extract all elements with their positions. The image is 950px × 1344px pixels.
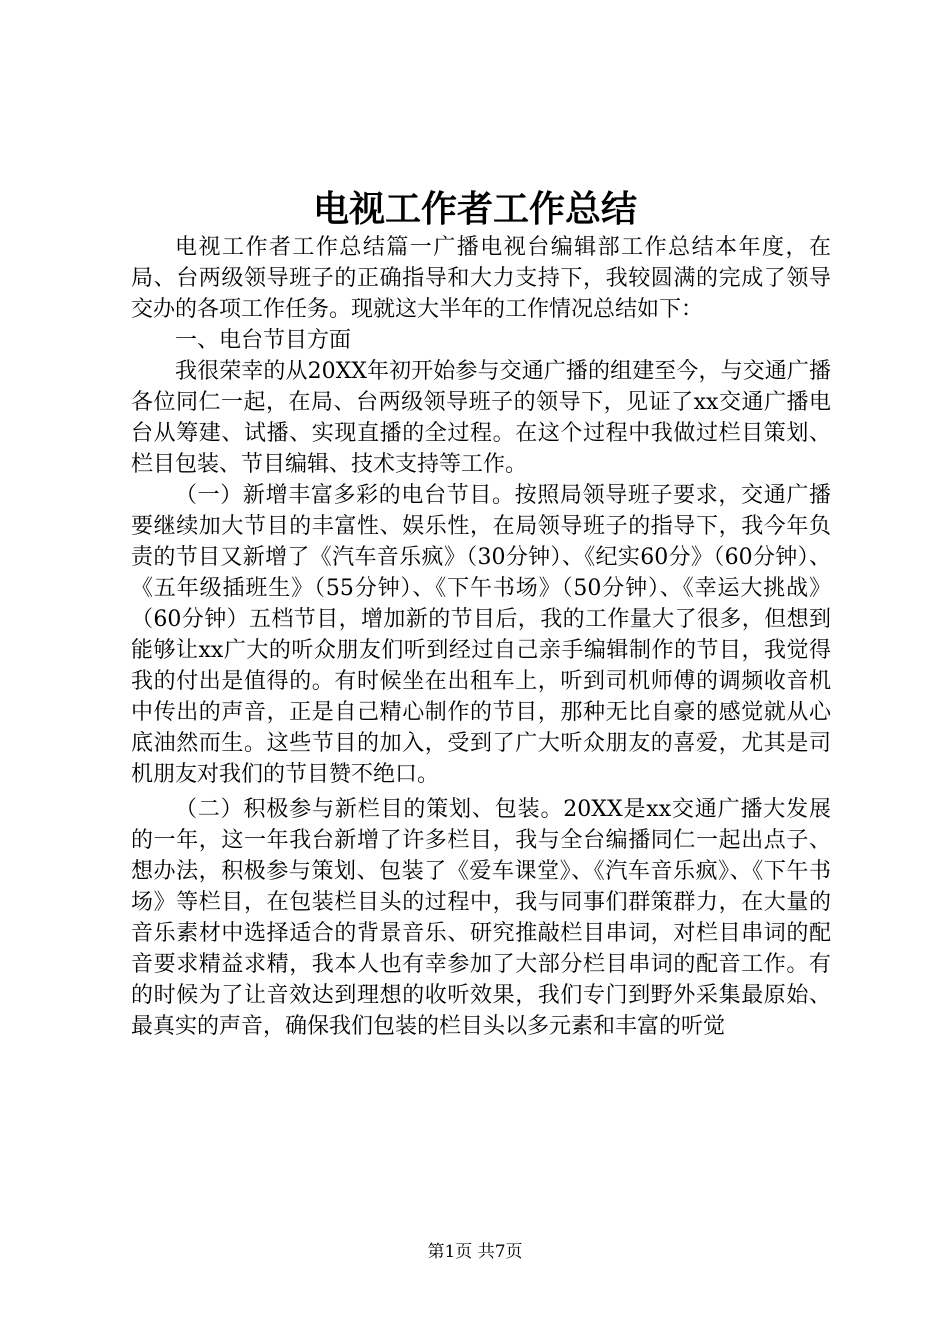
paragraph-intro: 电视工作者工作总结篇一广播电视台编辑部工作总结本年度，在局、台两级领导班子的正确指导和大力支持下，我较圆满的完成了领导交办的各项工作任务。现就这大半年的工作情况总结如下： [131,235,831,322]
paragraph-column-planning: （二）积极参与新栏目的策划、包装。20XX是xx交通广播大发展的一年，这一年我台新增了许多栏目，我与全台编播同仁一起出点子、想办法，积极参与策划、包装了《爱车课堂》、《汽车音乐疯》、《下午书场》等栏目，在包装栏目头的过程中，我与同事们群策群力，在大量的音乐素材中选择适合的背景音乐、研究推敲栏目串词，对栏目串词的配音要求精益求精，我本人也有幸参加了大部分栏目串词的配音工作。有的时候为了让音效达到理想的收听效果，我们专门到野外采集最原始、最真实的声音，确保我们包装的栏目头以多元素和丰富的听觉 [131,797,831,1039]
document-title: 电视工作者工作总结 [312,188,637,230]
paragraph-new-programs: （一）新增丰富多彩的电台节目。按照局领导班子要求，交通广播要继续加大节目的丰富性、娱乐性，在局领导班子的指导下，我今年负责的节目又新增了《汽车音乐疯》（30分钟）、《纪实60分》（60分钟）、《五年级插班生》（55分钟）、《下午书场》（50分钟）、《幸运大挑战》（60分钟）五档节目，增加新的节目后，我的工作量大了很多，但想到能够让xx广大的听众朋友们听到经过自己亲手编辑制作的节目，我觉得我的付出是值得的。有时候坐在出租车上，听到司机师傅的调频收音机中传出的声音，正是自己精心制作的节目，那种无比自豪的感觉就从心底油然而生。这些节目的加入，受到了广大听众朋友的喜爱，尤其是司机朋友对我们的节目赞不绝口。 [131,483,831,787]
paragraph-participation: 我很荣幸的从20XX年初开始参与交通广播的组建至今，与交通广播各位同仁一起，在局、台两级领导班子的领导下，见证了xx交通广播电台从筹建、试播、实现直播的全过程。在这个过程中我做过栏目策划、栏目包装、节目编辑、技术支持等工作。 [131,359,831,477]
document-body [131,232,831,1042]
section-heading-radio-programs: 一、电台节目方面 [175,328,352,353]
page-footer: 第1页 共7页 [427,1242,523,1262]
